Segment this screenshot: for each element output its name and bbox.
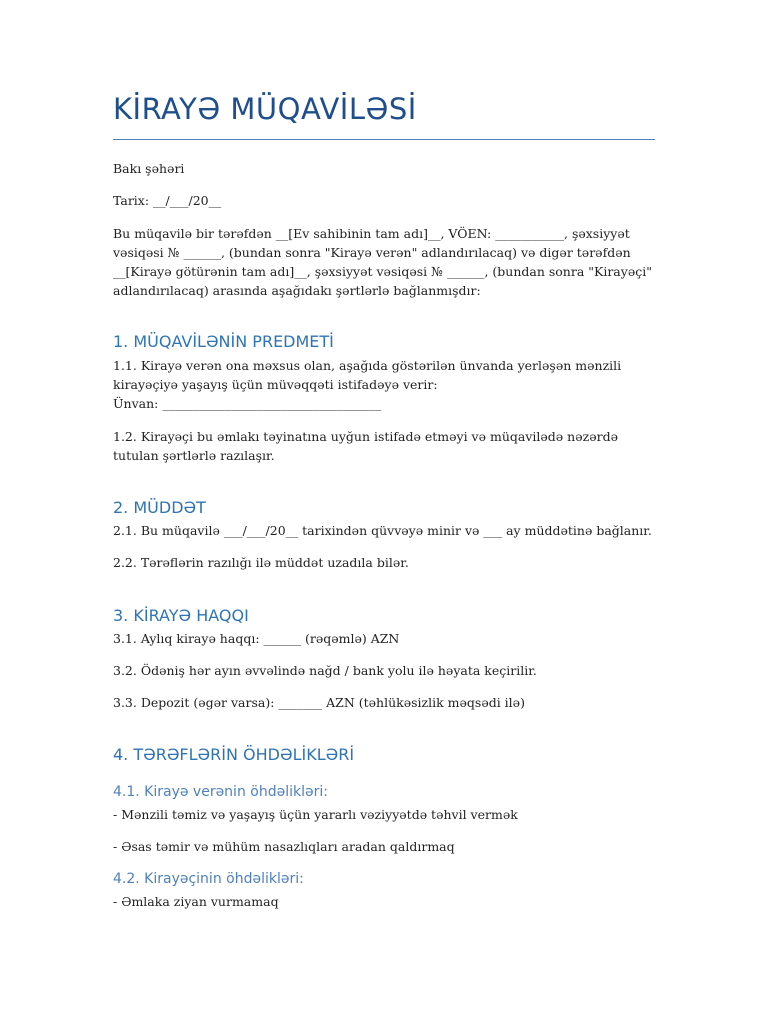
section-4-heading: 4. TƏRƏFLƏRİN ÖHDƏLİKLƏRİ: [113, 745, 355, 764]
date-line: Tarix: __/___/20__: [113, 193, 222, 208]
city-line: Bakı şəhəri: [113, 161, 185, 176]
obligation-item: - Əsas təmir və mühüm nasazlıqları aradan qaldırmaq: [113, 839, 455, 854]
subsection-4-1-heading: 4.1. Kirayə verənin öhdəlikləri:: [113, 784, 328, 800]
section-3-heading: 3. KİRAYƏ HAQQI: [113, 606, 249, 625]
section-1-heading: 1. MÜQAVİLƏNİN PREDMETİ: [113, 332, 334, 351]
title-underline: [113, 139, 655, 140]
clause-1-1-line-1: 1.1. Kirayə verən ona məxsus olan, aşağıda göstərilən ünvanda yerləşən mənzili: [113, 358, 622, 373]
obligation-item: - Mənzili təmiz və yaşayış üçün yararlı vəziyyətdə təhvil vermək: [113, 807, 518, 822]
subsection-4-2-heading: 4.2. Kirayəçinin öhdəlikləri:: [113, 871, 304, 887]
obligation-item: - Əmlaka ziyan vurmamaq: [113, 894, 279, 909]
document-title: KİRAYƏ MÜQAVİLƏSİ: [113, 92, 417, 126]
clause-3-1: 3.1. Aylıq kirayə haqqı: ______ (rəqəmlə) AZN: [113, 631, 400, 646]
clause-1-1-line-2: kirayəçiyə yaşayış üçün müvəqqəti istifadəyə verir:: [113, 377, 438, 392]
intro-paragraph: Bu müqavilə bir tərəfdən __[Ev sahibinin tam adı]__, VÖEN: ___________, şəxsiyyət vəsiqəsi № ______, (bundan sonra "Kirayə verən" adlandırılacaq) və digər tərəfdən __[Kirayə götürənin tam adı]__, şəxsiyyət vəsiqəsi № ______, (bundan sonra "Kirayəçi" adlandırılacaq) arasında aşağıdakı şərtlərlə bağlanmışdır:: [113, 226, 652, 298]
address-line: Ünvan: ___________________________________: [113, 396, 382, 411]
clause-2-2: 2.2. Tərəflərin razılığı ilə müddət uzadıla bilər.: [113, 555, 409, 570]
section-2-heading: 2. MÜDDƏT: [113, 498, 206, 517]
clause-3-2: 3.2. Ödəniş hər ayın əvvəlində nağd / bank yolu ilə həyata keçirilir.: [113, 663, 537, 678]
clause-3-3: 3.3. Depozit (əgər varsa): _______ AZN (təhlükəsizlik məqsədi ilə): [113, 695, 525, 710]
clause-1-2: 1.2. Kirayəçi bu əmlakı təyinatına uyğun istifadə etməyi və müqavilədə nəzərdə tutulan şərtlərlə razılaşır.: [113, 429, 618, 463]
clause-2-1: 2.1. Bu müqavilə ___/___/20__ tarixindən qüvvəyə minir və ___ ay müddətinə bağlanır.: [113, 523, 652, 538]
